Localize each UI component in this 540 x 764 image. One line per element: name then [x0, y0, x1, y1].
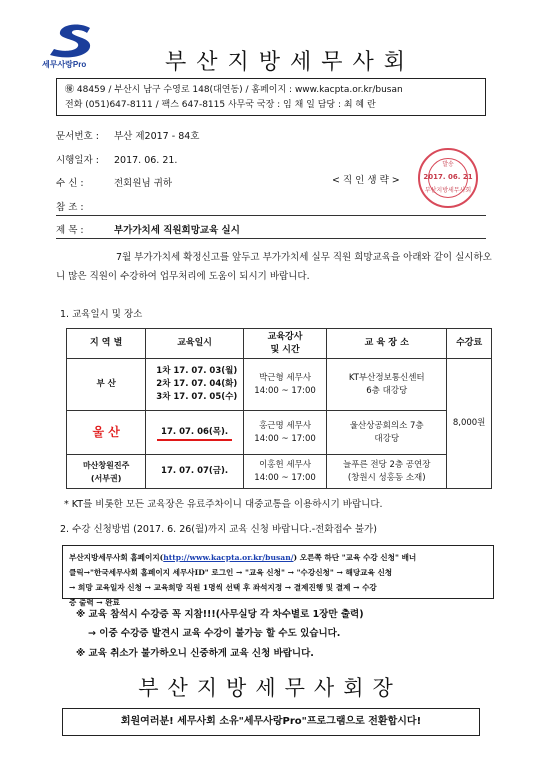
- parking-note: * KT를 비롯한 모든 교육장은 유료주차이니 대중교통을 이용하시기 바랍니다.: [64, 499, 383, 510]
- doc-number: 부산 제2017 - 84호: [114, 131, 200, 142]
- subject-label: 제 목 :: [56, 225, 84, 236]
- doc-number-label: 문서번호 :: [56, 131, 99, 142]
- application-steps-box: [62, 545, 494, 607]
- region-masan: 마산창원진주 (서부권): [67, 455, 146, 489]
- contact-line: 전화 (051)647-8111 / 팩스 647-8115 사무국 국장 : 임 채 일 담당 : 최 혜 란: [65, 100, 376, 110]
- recipient-label: 수 신 :: [56, 178, 84, 189]
- session-date: 17. 07. 06(목).: [157, 427, 232, 441]
- divider: [56, 215, 486, 216]
- header-fee: 수강료: [447, 329, 492, 359]
- date-value: 2017. 06. 21.: [114, 155, 178, 166]
- date-cell: [146, 359, 244, 411]
- session-date: 2차 17. 07. 04(화): [156, 379, 238, 389]
- venue-cell: KT부산정보통신센터 6층 대강당: [327, 359, 447, 411]
- date-row: [56, 152, 177, 166]
- page-title: 부산지방세무사회: [164, 50, 416, 75]
- notice-ticket: [76, 606, 364, 620]
- session-date: 1차 17. 07. 03(월): [156, 366, 238, 376]
- session-date: 3차 17. 07. 05(수): [156, 392, 238, 402]
- omit-seal-note: < 직 인 생 략 >: [332, 175, 400, 186]
- notice-text: ※ 교육 참석시 수강증 꼭 지참!!!(사무실당 각 차수별로 1장만 출력): [76, 609, 364, 620]
- notice-cancel: ※ 교육 취소가 불가하오니 신중하게 교육 신청 바랍니다.: [76, 648, 314, 659]
- header-region: 지 역 별: [67, 329, 146, 359]
- instructor-cell: [243, 359, 326, 411]
- schedule-table: [66, 328, 492, 489]
- region-busan: 부 산: [67, 359, 146, 411]
- date-label: 시행일자 :: [56, 155, 99, 166]
- address-line: ㊝ 48459 / 부산시 남구 수영로 148(대연동) / 홈페이지 : www.kacpta.or.kr/busan: [65, 85, 403, 95]
- divider: [56, 238, 486, 239]
- reference-label: 참 조 :: [56, 202, 84, 213]
- homepage-link[interactable]: http://www.kacpta.or.kr/busan/: [163, 553, 294, 562]
- dispatch-stamp: [418, 148, 478, 208]
- instructor-name: 홍근명 세무사: [259, 420, 312, 431]
- session-time: 14:00 ~ 17:00: [254, 472, 316, 483]
- intro-paragraph: 7월 부가가치세 확정신고를 앞두고 부가가치세 실무 직원 희망교육을 아래와 같이 실시하오니 많은 직원이 수강하여 업무처리에 도움이 되시기 바랍니다.: [56, 252, 492, 282]
- logo-text: 세무사랑Pro: [42, 60, 87, 69]
- instructor-cell: [243, 411, 326, 455]
- header-instructor: 교육강사 및 시간: [243, 329, 326, 359]
- step-line: → 희망 교육일자 신청 → 교육희망 직원 1명씩 선택 후 좌석지정 → 결제진행 및 결제 → 수강: [69, 583, 377, 592]
- reference-row: [56, 199, 114, 213]
- venue-cell: 늘푸른 전당 2층 공연장 (창원시 성홍동 소재): [327, 455, 447, 489]
- session-date: 17. 07. 07(금).: [161, 466, 229, 476]
- stamp-date: 2017. 06. 21: [423, 173, 473, 181]
- table-row: [67, 455, 492, 489]
- step-line: 클릭→"한국세무사회 홈페이지 세무사ID" 로그인 → "교육 신청" → "수강신청" → 해당교육 신청: [69, 568, 393, 577]
- date-cell: [146, 411, 244, 455]
- instructor-name: 이홍헌 세무사: [259, 459, 312, 470]
- region-ulsan: 울 산: [67, 411, 146, 455]
- table-header-row: [67, 329, 492, 359]
- date-cell: [146, 455, 244, 489]
- section1-title: 1. 교육일시 및 장소: [60, 309, 143, 320]
- recipient-value: 전회원님 귀하: [114, 178, 173, 189]
- table-row: [67, 359, 492, 411]
- subject-row: [56, 222, 240, 236]
- footer-banner: 회원여러분! 세무사회 소유"세무사랑Pro"프로그램으로 전환합시다!: [62, 708, 480, 736]
- instructor-cell: [243, 455, 326, 489]
- instructor-name: 박근형 세무사: [259, 372, 312, 383]
- stamp-bottom-text: 부산지방세무사회: [424, 187, 472, 194]
- table-row: [67, 411, 492, 455]
- doc-number-row: [56, 128, 199, 142]
- header-date: 교육일시: [146, 329, 244, 359]
- header-venue: 교 육 장 소: [327, 329, 447, 359]
- header-info-box: [56, 78, 486, 116]
- section2-title: 2. 수강 신청방법 (2017. 6. 26(월)까지 교육 신청 바랍니다.-전화접수 불가): [60, 524, 377, 535]
- fee-cell: 8,000원: [447, 359, 492, 489]
- session-time: 14:00 ~ 17:00: [254, 433, 316, 444]
- step-line: 증 출력 → 완료: [69, 598, 120, 607]
- venue-cell: 울산상공회의소 7층 대강당: [327, 411, 447, 455]
- stamp-top-text: 발송: [442, 161, 454, 168]
- closing-signature: 부산지방세무사회장: [138, 676, 402, 700]
- subject-value: 부가가치세 직원희망교육 실시: [114, 225, 240, 236]
- notice-duplicate: → 이중 수강증 발견시 교육 수강이 불가능 할 수도 있습니다.: [88, 628, 341, 639]
- session-time: 14:00 ~ 17:00: [254, 385, 316, 396]
- recipient-row: [56, 175, 172, 189]
- step-line: 부산지방세무사회 홈페이지(http://www.kacpta.or.kr/busan/) 오른쪽 하단 "교육 수강 신청" 배너: [69, 553, 417, 562]
